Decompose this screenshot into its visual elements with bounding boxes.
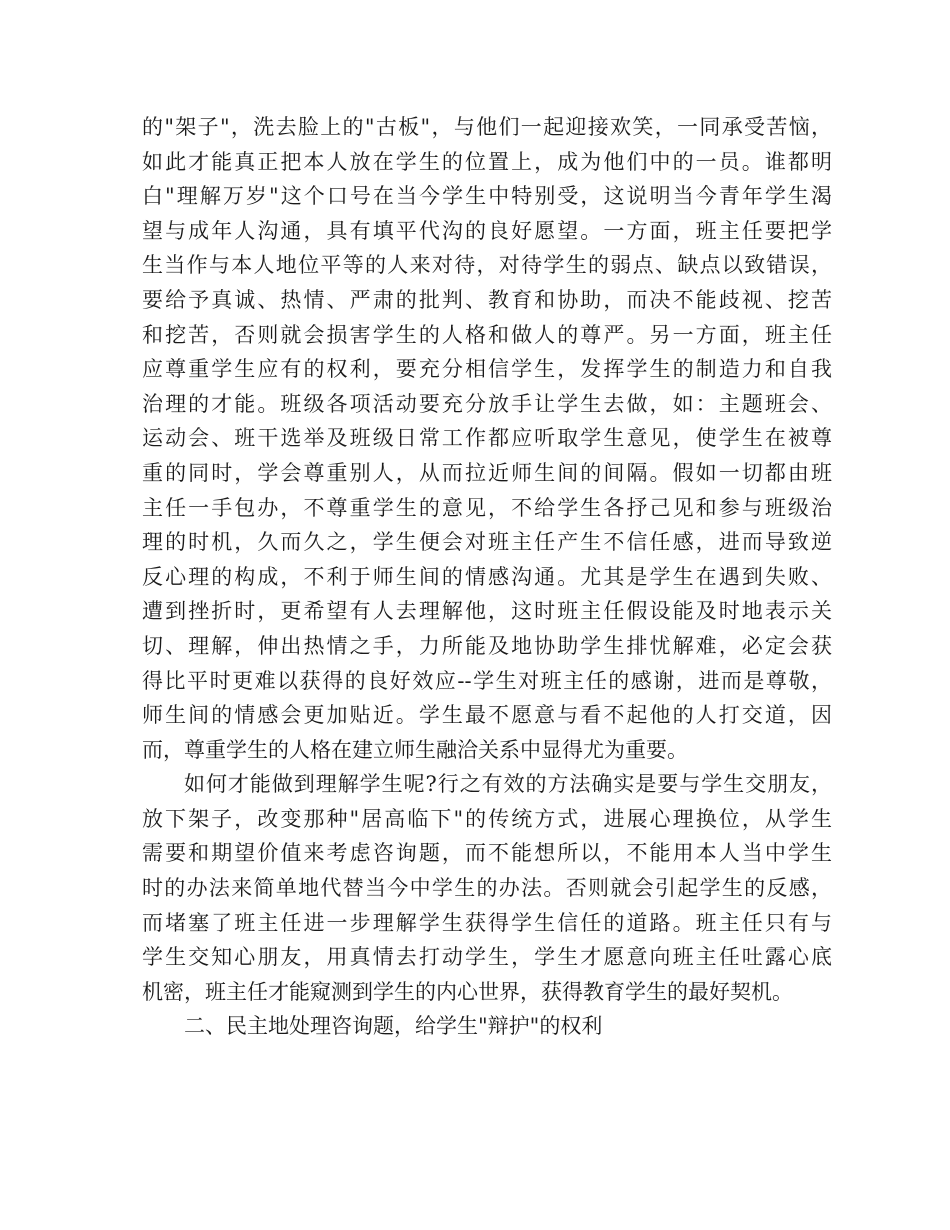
text-line: 反心理的构成，不利于师生间的情感沟通。尤其是学生在遇到失败、	[142, 564, 832, 589]
heading-line: 二、民主地处理咨询题，给学生"辩护"的权利	[184, 1014, 603, 1039]
document-body	[142, 110, 832, 1044]
text-line: 治理的才能。班级各项活动要充分放手让学生去做，如：主题班会、	[142, 391, 832, 416]
text-line: 学生交知心朋友，用真情去打动学生，学生才愿意向班主任吐露心底	[142, 945, 832, 970]
text-line: 需要和期望价值来考虑咨询题，而不能想所以，不能用本人当中学生	[142, 841, 832, 866]
text-line: 得比平时更难以获得的良好效应--学生对班主任的感谢，进而是尊敬，	[142, 668, 832, 693]
paragraph-2	[142, 767, 832, 1009]
text-line: 生当作与本人地位平等的人来对待，对待学生的弱点、缺点以致错误，	[142, 253, 832, 278]
text-line: 切、理解，伸出热情之手，力所能及地协助学生排忧解难，必定会获	[142, 633, 832, 658]
text-line: 和挖苦，否则就会损害学生的人格和做人的尊严。另一方面，班主任	[142, 322, 832, 347]
text-line: 如何才能做到理解学生呢?行之有效的方法确实是要与学生交朋友，	[184, 772, 832, 797]
text-line: 运动会、班干选举及班级日常工作都应听取学生意见，使学生在被尊	[142, 426, 832, 451]
section-heading	[142, 1009, 832, 1044]
text-line: 如此才能真正把本人放在学生的位置上，成为他们中的一员。谁都明	[142, 149, 832, 174]
text-line: 而堵塞了班主任进一步理解学生获得学生信任的道路。班主任只有与	[142, 910, 832, 935]
text-line: 的"架子"，洗去脸上的"古板"，与他们一起迎接欢笑，一同承受苦恼，	[142, 115, 832, 139]
text-line: 师生间的情感会更加贴近。学生最不愿意与看不起他的人打交道，因	[142, 703, 832, 728]
text-line: 放下架子，改变那种"居高临下"的传统方式，进展心理换位，从学生	[142, 806, 832, 831]
text-line: 望与成年人沟通，具有填平代沟的良好愿望。一方面，班主任要把学	[142, 218, 832, 243]
text-line: 主任一手包办，不尊重学生的意见，不给学生各抒己见和参与班级治	[142, 495, 832, 520]
text-line: 应尊重学生应有的权利，要充分相信学生，发挥学生的制造力和自我	[142, 357, 832, 382]
text-line: 遭到挫折时，更希望有人去理解他，这时班主任假设能及时地表示关	[142, 599, 832, 624]
text-line: 机密，班主任才能窥测到学生的内心世界，获得教育学生的最好契机。	[142, 979, 793, 1004]
text-line: 重的同时，学会尊重别人，从而拉近师生间的间隔。假如一切都由班	[142, 460, 832, 485]
paragraph-1	[142, 110, 832, 767]
text-line: 而，尊重学生的人格在建立师生融洽关系中显得尤为重要。	[142, 737, 688, 762]
text-line: 理的时机，久而久之，学生便会对班主任产生不信任感，进而导致逆	[142, 530, 832, 555]
text-line: 时的办法来简单地代替当今中学生的办法。否则就会引起学生的反感，	[142, 876, 832, 901]
text-line: 要给予真诚、热情、严肃的批判、教育和协助，而决不能歧视、挖苦	[142, 287, 832, 312]
text-line: 白"理解万岁"这个口号在当今学生中特别受，这说明当今青年学生渴	[142, 184, 832, 209]
